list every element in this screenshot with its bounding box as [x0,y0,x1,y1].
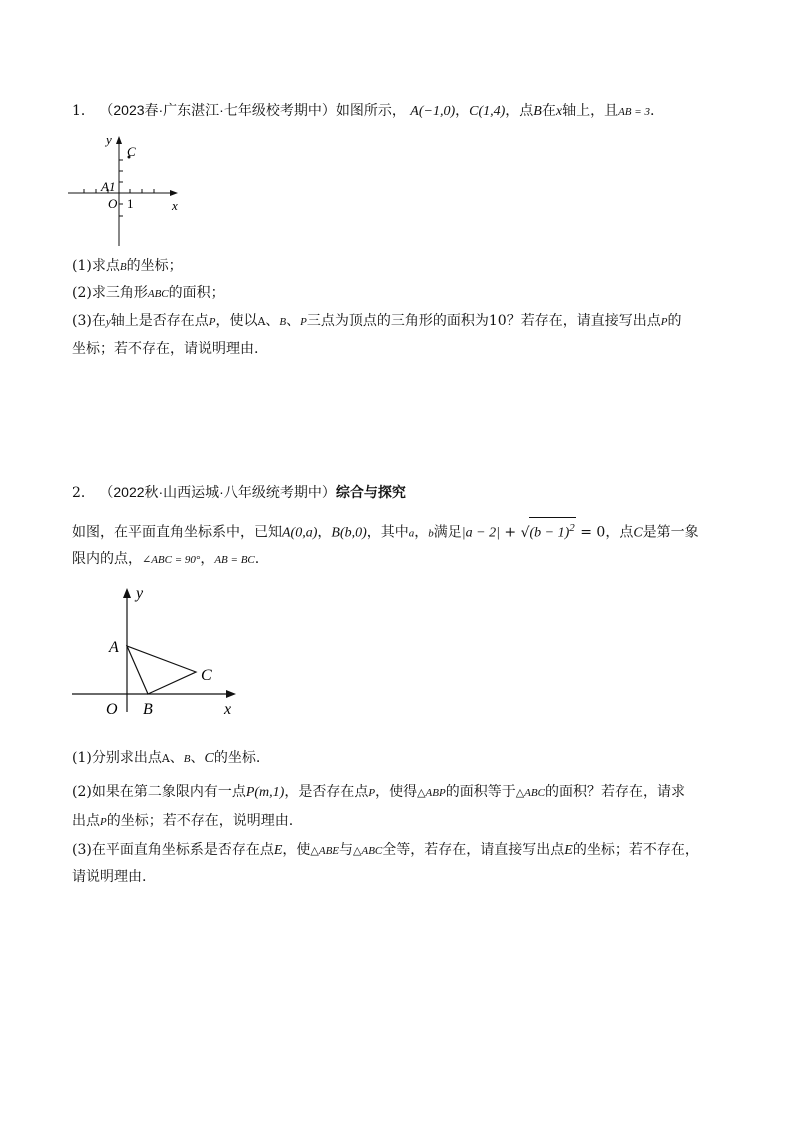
q1-stem-text: 如图所示， [335,103,406,119]
q1-x-var: x [555,104,563,119]
q2-triangle-abc [127,646,196,694]
q1-y-arrow [116,136,122,144]
q2-plus: + [499,524,521,541]
q2-tri-abc: △ABC [515,787,545,799]
q1-fig-c: C [127,144,136,159]
q2-fig-a: A [109,639,119,656]
q2-p2-p: P [368,787,376,799]
q1-p3-y: y [105,316,111,328]
q1-fig-a1: A1 [101,179,116,194]
q2-tri-abe: △ABE [310,845,340,857]
q1-fig-x: x [172,198,178,213]
q2-fig-c: C [201,667,212,684]
q1-p1-b: B [119,261,127,273]
q2-l1-b: ， [317,524,332,541]
q2-p1-a-var: A [161,752,170,765]
q1-part3 [72,311,681,332]
q2-p1-c: 、 [190,750,205,766]
q1-p3-a: (3)在 [72,313,106,329]
q1-part3-line2: 坐标；若不存在，请说明理由. [72,341,259,357]
q2-sqrt-body [529,517,576,544]
q2-fig-y: y [136,585,144,602]
q2-p-coord: P(m,1) [245,785,285,800]
q2-fig-o: O [106,701,118,718]
q2-stem-line1 [72,517,699,544]
q1-p3-b: 轴上是否存在点 [110,313,209,329]
q2-b-var: b [428,527,434,540]
q2-l2-b: ， [200,551,215,567]
q1-p3-b-var: B [279,316,287,328]
q2-p2-a: (2)如果在第二象限内有一点 [72,784,246,800]
q2-p2-l2-b: 的坐标；若不存在，说明理由. [106,813,294,829]
q2-l1-d: ， [414,524,429,541]
q2-eq0: = 0 [575,524,606,541]
q2-p1-b-var: B [183,753,191,765]
q1-p3-d: 、 [265,313,280,329]
q2-abs: |a − 2| [461,525,500,541]
q2-p3-b: ，使 [282,842,311,858]
q2-p1-d: 的坐标. [213,750,261,766]
q1-p3-p2: P [300,316,307,328]
q1-p3-a-var: A [257,315,266,328]
q1-fig-1: 1 [127,196,134,211]
q2-a-coord: A(0,a) [282,525,318,541]
q2-number: 2． [72,485,95,501]
q1-source: （2023春·广东湛江·七年级校考期中） [99,102,336,118]
q2-p2-b: ，是否存在点 [284,784,369,800]
q2-p1-b: 、 [169,750,184,766]
q2-l1-g: 是第一象 [642,524,699,541]
q1-b-var: B [533,104,542,119]
q2-l1-c: ，其中 [366,524,409,541]
q2-p2-d: 的面积等于 [445,784,516,800]
q1-p1-prefix: (1)求点 [72,258,120,274]
q2-p3-e2: E [564,843,573,858]
q1-period: . [649,103,655,119]
q1-c-coord: C(1,4) [469,104,506,119]
q1-a-coord: A(−1,0) [410,104,456,119]
q2-stem-line2 [72,549,259,570]
q2-angle: ∠ABC = 90° [142,554,201,566]
q2-fig-b: B [143,701,153,718]
q1-p3-h: 的 [667,313,682,329]
q2-b-coord: B(b,0) [331,525,367,541]
q2-p2-e: 的面积？若存在，请求 [544,784,685,800]
q1-p3-f: 三点为顶点的三角形的面积为 [306,313,489,329]
q2-title: 综合与探究 [335,484,406,500]
q2-fig-x: x [224,701,232,718]
q1-x-arrow [170,190,178,196]
q2-c-var: C [633,525,643,541]
q2-l1-a: 如图，在平面直角坐标系中，已知 [72,524,282,541]
q1-fig-y: y [106,132,112,147]
q2-source: （2022秋·山西运城·八年级统考期中） [99,484,336,500]
q2-part3 [72,840,699,861]
q1-ab-eq: AB = 3 [618,106,650,118]
q2-figure [68,578,248,718]
q2-l1-e: 满足 [433,524,462,541]
q1-p2-prefix: (2)求三角形 [72,285,148,301]
q2-p3-e-var: E [273,843,283,858]
q1-p3-g: ？若存在，请直接写出点 [506,313,661,329]
q2-l2-c: . [254,551,260,567]
q2-ab-bc: AB = BC [214,554,255,566]
q2-part2-line2 [72,811,293,832]
q2-p2-l2-a: 出点 [72,813,100,829]
q2-sqrt-content: (b − 1) [529,525,570,541]
q1-part2 [72,283,225,304]
q1-p3-e: 、 [286,313,301,329]
q1-stem [72,100,654,122]
q2-y-arrow [123,588,131,598]
q2-p3-c: 与 [339,842,354,858]
q2-tri-abc2: △ABC [353,845,383,857]
q1-number: 1． [72,103,95,119]
q2-tri-abp: △ABP [417,787,446,799]
q2-sq: 2 [569,522,575,534]
q1-sep: ， [455,103,470,119]
q1-p3-p3: P [660,316,668,328]
q1-stem-mid: ，点 [505,103,534,119]
q1-stem-mid3: 轴上，且 [562,103,619,119]
q2-p3-e: 的坐标；若不存在， [572,842,699,858]
q2-p1-c-var: C [204,751,214,766]
q2-l1-f: ，点 [605,524,634,541]
q2-p1-a: (1)分别求出点 [72,750,162,766]
q1-p3-p: P [208,316,216,328]
q1-part1 [72,256,183,277]
q2-p3-a: (3)在平面直角坐标系是否存在点 [72,842,274,858]
q2-x-arrow [226,690,236,698]
q1-fig-o: O [108,196,118,211]
q1-stem-mid2: 在 [541,103,556,119]
q1-p1-suffix: 的坐标； [126,258,183,274]
q1-p3-10: 10 [488,313,507,329]
q1-p2-suffix: 的面积； [168,285,225,301]
q2-header [72,482,406,503]
q2-sqrt: $√(b - 1)^2$ [521,525,576,541]
q1-figure [68,128,188,248]
q2-p2-c: ，使得 [375,784,418,800]
q2-l2-a: 限内的点， [72,551,142,567]
q2-p2-l2-p: P [100,816,107,828]
q1-p2-abc: ABC [147,288,169,300]
q2-a-var: a [408,527,415,540]
q1-p3-c: ，使以 [215,313,258,329]
q2-part3-line2: 请说明理由. [72,869,147,885]
q2-part2 [72,782,685,803]
q2-part1 [72,748,260,769]
q2-p3-d: 全等，若存在，请直接写出点 [382,842,565,858]
